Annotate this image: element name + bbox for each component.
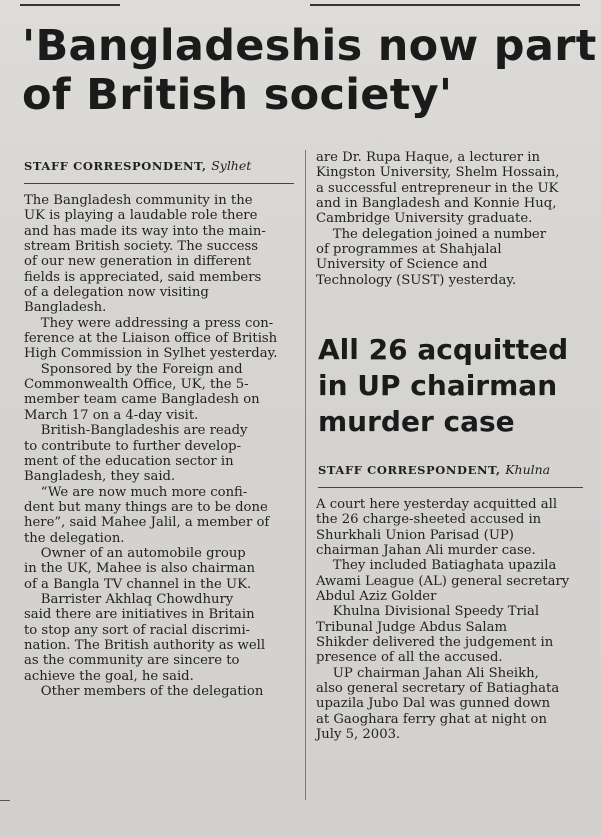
article2-body — [316, 497, 569, 743]
article1-col1-line: in the UK, Mahee is also chairman — [24, 561, 255, 577]
article2-byline-location: Khulna — [505, 462, 551, 477]
article1-col2-line: Kingston University, Shelm Hossain, — [316, 165, 560, 181]
article1-column-2 — [316, 150, 559, 288]
article1-col1-line: as the community are sincere to — [24, 653, 240, 669]
article2-body-line: presence of all the accused. — [316, 650, 503, 666]
article1-col2-line: University of Science and — [316, 257, 488, 273]
article1-col1-line: Owner of an automobile group — [24, 545, 246, 561]
article1-col1-line: Commonwealth Office, UK, the 5- — [24, 377, 249, 393]
article1-col1-line: stream British society. The success — [24, 239, 259, 255]
article2-body-line: the 26 charge-sheeted accused in — [316, 512, 542, 528]
article1-col1-line: of our new generation in different — [24, 254, 252, 270]
article1-headline-line-1: 'Bangladeshis now part — [22, 21, 597, 71]
article1-col1-line: Bangladesh. — [24, 300, 107, 316]
article1-col1-line: the delegation. — [24, 530, 125, 546]
article1-byline-author: STAFF CORRESPONDENT, — [24, 159, 207, 173]
article2-body-line: Tribunal Judge Abdus Salam — [316, 619, 508, 635]
article1-col1-line: Barrister Akhlaq Chowdhury — [24, 591, 234, 607]
article1-col1-line: Other members of the delegation — [24, 684, 264, 699]
article2-body-line: chairman Jahan Ali murder case. — [316, 543, 536, 559]
article2-body-line: Shurkhali Union Parisad (UP) — [316, 527, 514, 543]
article1-col1-line: Bangladesh, they said. — [24, 469, 176, 485]
article1-col1-line: here”, said Mahee Jalil, a member of — [24, 515, 270, 531]
article1-col1-line: ment of the education sector in — [24, 453, 234, 469]
article1-headline-line-2: of British society' — [22, 70, 453, 120]
article2-body-line: upazila Jubo Dal was gunned down — [316, 696, 551, 712]
article2-byline — [318, 462, 550, 477]
article2-body-line: They included Batiaghata upazila — [316, 558, 557, 574]
article1-byline-rule — [24, 183, 294, 184]
article2-byline-rule — [318, 487, 583, 488]
article1-col1-line: said there are initiatives in Britain — [24, 607, 255, 623]
article1-col1-line: Sponsored by the Foreign and — [24, 361, 243, 377]
column-divider — [305, 150, 306, 800]
article2-headline — [318, 332, 588, 440]
article1-col1-line: High Commission in Sylhet yesterday. — [24, 346, 278, 362]
article1-col1-line: nation. The British authority as well — [24, 637, 266, 653]
article2-body-line: Shikder delivered the judgement in — [316, 635, 554, 651]
article2-body-line: Khulna Divisional Speedy Trial — [316, 604, 540, 620]
article1-col1-line: March 17 on a 4-day visit. — [24, 407, 199, 423]
article2-body-line: UP chairman Jahan Ali Sheikh, — [316, 665, 539, 681]
article2-body-line: July 5, 2003. — [316, 727, 401, 743]
article1-col1-line: of a delegation now visiting — [24, 285, 209, 301]
article1-headline — [22, 21, 597, 120]
article1-col1-line: ference at the Liaison office of British — [24, 331, 278, 347]
article1-column-1 — [24, 193, 278, 699]
article1-col1-line: of a Bangla TV channel in the UK. — [24, 576, 252, 592]
article2-byline-author: STAFF CORRESPONDENT, — [318, 463, 501, 477]
article2-body-line: Awami League (AL) general secretary — [316, 573, 570, 589]
article1-col1-line: and has made its way into the main- — [24, 223, 266, 239]
article1-col2-line: are Dr. Rupa Haque, a lecturer in — [316, 150, 540, 165]
bottom-rule — [0, 800, 10, 801]
article1-col1-line: fields is appreciated, said members — [24, 269, 262, 285]
article1-col1-line: to stop any sort of racial discrimi- — [24, 622, 251, 638]
article1-byline — [24, 158, 251, 173]
article1-col2-line: of programmes at Shahjalal — [316, 242, 502, 258]
article1-col1-line: UK is playing a laudable role there — [24, 208, 258, 224]
article1-col1-line: They were addressing a press con- — [24, 315, 274, 331]
article2-headline-line-3: murder case — [318, 405, 515, 438]
article1-col1-line: dent but many things are to be done — [24, 499, 268, 515]
article2-headline-line-2: in UP chairman — [318, 369, 558, 402]
article2-body-line: A court here yesterday acquitted all — [316, 497, 558, 512]
article1-col2-line: Cambridge University graduate. — [316, 211, 533, 227]
article2-headline-line-1: All 26 acquitted — [318, 333, 569, 366]
article1-col2-line: a successful entrepreneur in the UK — [316, 180, 559, 196]
article2-body-line: also general secretary of Batiaghata — [316, 681, 560, 697]
article1-col1-line: “We are now much more confi- — [24, 484, 248, 500]
top-rule-left — [20, 4, 120, 6]
article1-col1-line: to contribute to further develop- — [24, 438, 242, 454]
article2-body-line: at Gaoghara ferry ghat at night on — [316, 711, 547, 727]
article1-col1-line: The Bangladesh community in the — [24, 193, 253, 208]
top-rule-right — [310, 4, 580, 6]
article1-col2-line: and in Bangladesh and Konnie Huq, — [316, 196, 557, 212]
article1-col1-line: member team came Bangladesh on — [24, 392, 260, 408]
article1-col1-line: achieve the goal, he said. — [24, 668, 194, 684]
article1-byline-location: Sylhet — [211, 158, 252, 173]
article1-col1-line: British-Bangladeshis are ready — [24, 423, 248, 439]
article1-col2-line: The delegation joined a number — [316, 226, 547, 242]
article1-col2-line: Technology (SUST) yesterday. — [316, 272, 517, 288]
article2-body-line: Abdul Aziz Golder — [316, 589, 437, 605]
